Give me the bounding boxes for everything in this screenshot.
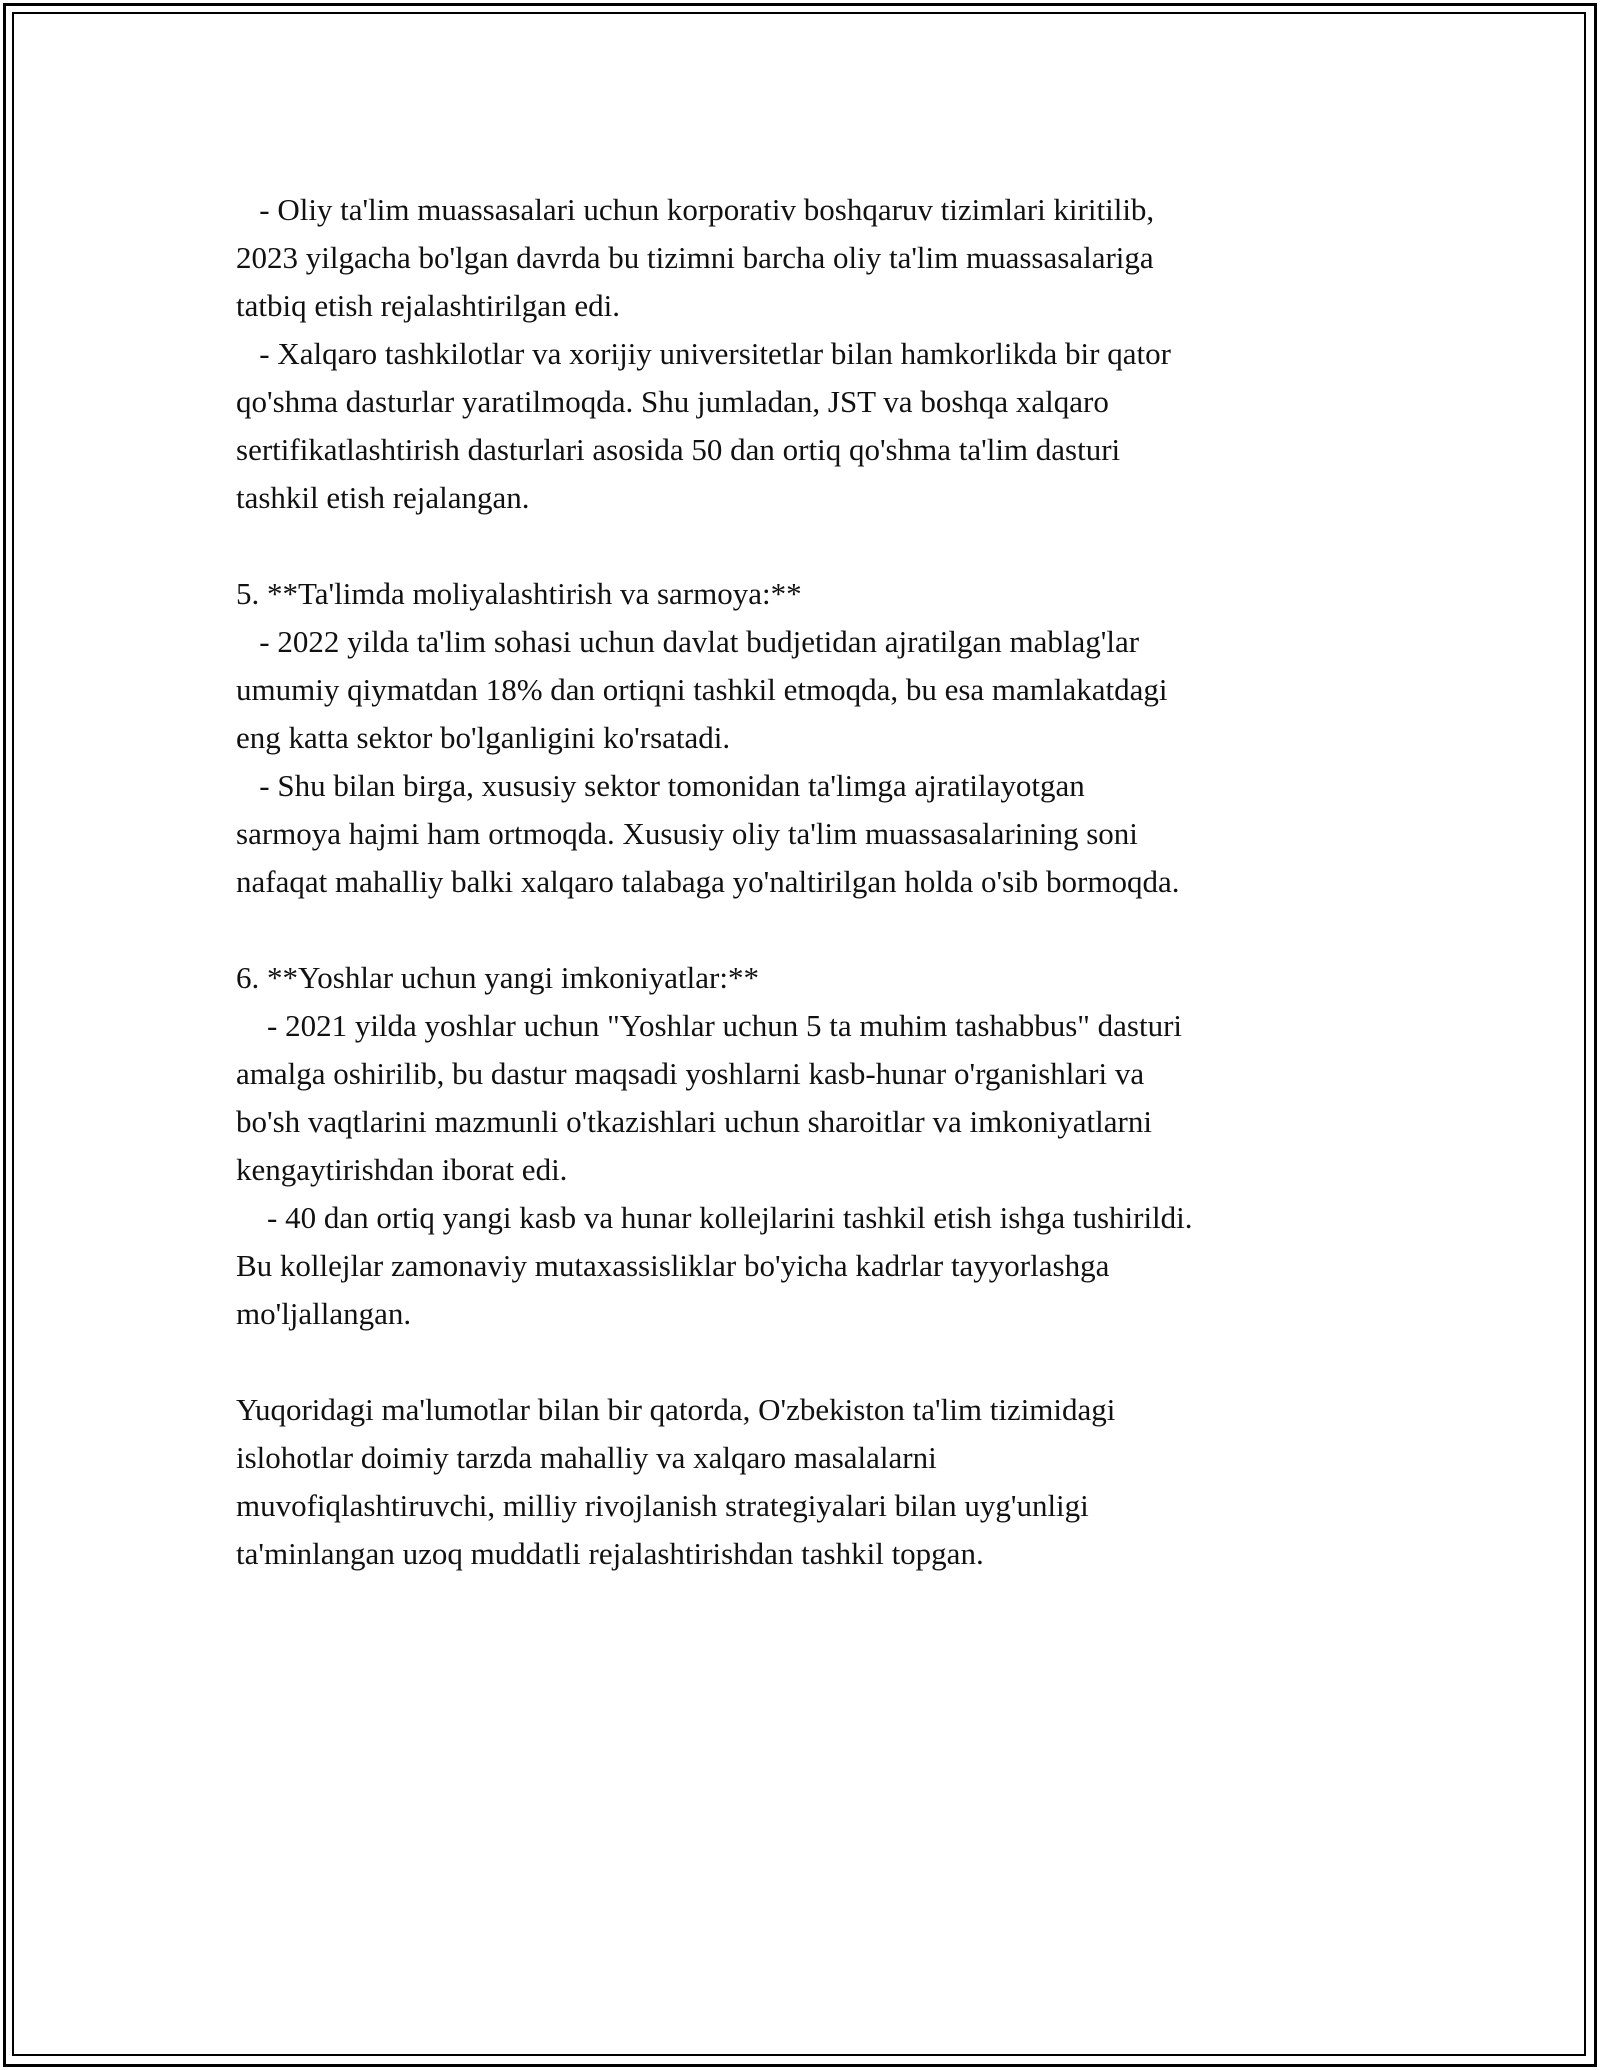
text-line: umumiy qiymatdan 18% dan ortiqni tashkil etmoqda, bu esa mamlakatdagi <box>236 672 1168 707</box>
paragraph-financing <box>236 570 1396 906</box>
text-line: qo'shma dasturlar yaratilmoqda. Shu jumladan, JST va boshqa xalqaro <box>236 384 1109 419</box>
text-line: Bu kollejlar zamonaviy mutaxassisliklar bo'yicha kadrlar tayyorlashga <box>236 1248 1110 1283</box>
text-line: tashkil etish rejalangan. <box>236 480 530 515</box>
text-line: kengaytirishdan iborat edi. <box>236 1152 568 1187</box>
paragraph-higher-education <box>236 186 1396 522</box>
text-line: - Shu bilan birga, xususiy sektor tomonidan ta'limga ajratilayotgan <box>236 768 1085 803</box>
paragraph-youth-opportunities <box>236 954 1396 1338</box>
text-line: nafaqat mahalliy balki xalqaro talabaga yo'naltirilgan holda o'sib bormoqda. <box>236 864 1180 899</box>
text-line: ta'minlangan uzoq muddatli rejalashtirishdan tashkil topgan. <box>236 1536 984 1571</box>
document-body <box>236 186 1396 1578</box>
text-line: - Xalqaro tashkilotlar va xorijiy universitetlar bilan hamkorlikda bir qator <box>236 336 1171 371</box>
text-line: - 2021 yilda yoshlar uchun "Yoshlar uchun 5 ta muhim tashabbus" dasturi <box>236 1008 1183 1043</box>
paragraph-spacer <box>236 522 1396 570</box>
text-line: Yuqoridagi ma'lumotlar bilan bir qatorda, O'zbekiston ta'lim tizimidagi <box>236 1392 1116 1427</box>
text-line: muvofiqlashtiruvchi, milliy rivojlanish strategiyalari bilan uyg'unligi <box>236 1488 1089 1523</box>
paragraph-conclusion <box>236 1386 1396 1578</box>
text-line: - 2022 yilda ta'lim sohasi uchun davlat budjetidan ajratilgan mablag'lar <box>236 624 1140 659</box>
paragraph-spacer <box>236 1338 1396 1386</box>
section-heading: 5. **Ta'limda moliyalashtirish va sarmoya:** <box>236 576 802 611</box>
paragraph-spacer <box>236 906 1396 954</box>
section-heading: 6. **Yoshlar uchun yangi imkoniyatlar:** <box>236 960 759 995</box>
text-line: sertifikatlashtirish dasturlari asosida 50 dan ortiq qo'shma ta'lim dasturi <box>236 432 1121 467</box>
text-line: tatbiq etish rejalashtirilgan edi. <box>236 288 620 323</box>
text-line: mo'ljallangan. <box>236 1296 412 1331</box>
text-line: - Oliy ta'lim muassasalari uchun korporativ boshqaruv tizimlari kiritilib, <box>236 192 1155 227</box>
text-line: sarmoya hajmi ham ortmoqda. Xususiy oliy ta'lim muassasalarining soni <box>236 816 1138 851</box>
text-line: bo'sh vaqtlarini mazmunli o'tkazishlari uchun sharoitlar va imkoniyatlarni <box>236 1104 1152 1139</box>
text-line: - 40 dan ortiq yangi kasb va hunar kollejlarini tashkil etish ishga tushirildi. <box>236 1200 1193 1235</box>
text-line: amalga oshirilib, bu dastur maqsadi yoshlarni kasb-hunar o'rganishlari va <box>236 1056 1145 1091</box>
text-line: eng katta sektor bo'lganligini ko'rsatadi. <box>236 720 731 755</box>
text-line: islohotlar doimiy tarzda mahalliy va xalqaro masalalarni <box>236 1440 937 1475</box>
text-line: 2023 yilgacha bo'lgan davrda bu tizimni barcha oliy ta'lim muassasalariga <box>236 240 1154 275</box>
